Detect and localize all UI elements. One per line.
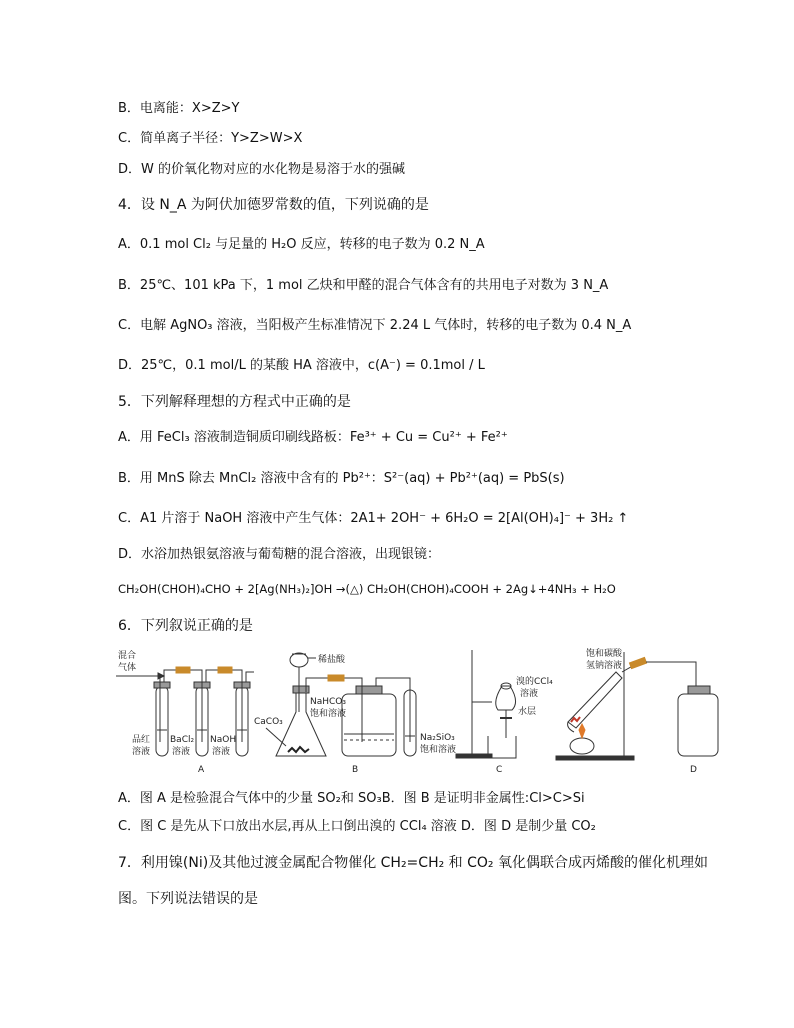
- q6-options-ab: A．图 A 是检验混合气体中的少量 SO₂和 SO₃B．图 B 是证明非金属性:Cl>C>Si: [118, 791, 585, 806]
- q6-options-cd: C．图 C 是先从下口放出水层,再从上口倒出溴的 CCl₄ 溶液 D．图 D 是制少量 CO₂: [118, 819, 596, 834]
- fig-b-solid-label: CaCO₃: [254, 717, 283, 727]
- q4-option-d: D．25℃，0.1 mol/L 的某酸 HA 溶液中，c(A⁻) = 0.1mol / L: [118, 358, 485, 373]
- q4-option-c: C．电解 AgNO₃ 溶液，当阳极产生标准情况下 2.24 L 气体时，转移的电子数为 0.4 N_A: [118, 318, 632, 333]
- q4-option-b: B．25℃、101 kPa 下，1 mol 乙炔和甲醛的混合气体含有的共用电子对数为 3 N_A: [118, 278, 609, 293]
- q5-option-d-equation: CH₂OH(CHOH)₄CHO + 2[Ag(NH₃)₂]OH →(△) CH₂OH(CHOH)₄COOH + 2Ag↓+4NH₃ + H₂O: [118, 582, 616, 596]
- fig-a-tube1-label-1: 品红: [132, 735, 151, 745]
- fig-a-tube1-label-2: 溶液: [132, 747, 151, 757]
- fig-a-caption: A: [198, 765, 205, 775]
- q5-option-a: A．用 FeCl₃ 溶液制造铜质印刷线路板：Fe³⁺ + Cu = Cu²⁺ + Fe²⁺: [118, 430, 508, 445]
- q5-option-d: D．水浴加热银氨溶液与葡萄糖的混合溶液，出现银镜：: [118, 547, 441, 562]
- fig-a-gas-label-1: 混合: [118, 651, 137, 661]
- q3-option-d: D．W 的价氧化物对应的水化物是易溶于水的强碱: [118, 162, 405, 177]
- q5-option-c: C．A1 片溶于 NaOH 溶液中产生气体：2A1+ 2OH⁻ + 6H₂O = 2[Al(OH)₄]⁻ + 3H₂ ↑: [118, 511, 629, 526]
- fig-a-tube3-label-2: 溶液: [212, 747, 231, 757]
- fig-c-label-2: 溶液: [520, 689, 539, 699]
- fig-b-wash-label-1: NaHCO₃: [310, 697, 346, 707]
- fig-b-wash-label-2: 饱和溶液: [310, 709, 347, 719]
- q3-option-c: C．简单离子半径：Y>Z>W>X: [118, 131, 303, 146]
- fig-a-tube2-label-1: BaCl₂: [170, 735, 195, 745]
- q6-apparatus-figure: [116, 642, 720, 776]
- q6-stem: 6．下列叙说正确的是: [118, 618, 253, 634]
- fig-a-gas-label-2: 气体: [118, 663, 137, 673]
- fig-c-caption: C: [496, 765, 503, 775]
- q4-option-a: A．0.1 mol Cl₂ 与足量的 H₂O 反应，转移的电子数为 0.2 N_A: [118, 237, 485, 252]
- fig-d-label-1: 饱和碳酸: [586, 649, 623, 659]
- fig-b-caption: B: [352, 765, 359, 775]
- q7-stem-line-2: 图。下列说法错误的是: [118, 891, 258, 907]
- fig-a-tube2-label-2: 溶液: [172, 747, 191, 757]
- q4-stem: 4．设 N_A 为阿伏加德罗常数的值，下列说确的是: [118, 197, 429, 213]
- fig-a-tube3-label-1: NaOH: [210, 735, 237, 745]
- q5-option-b: B．用 MnS 除去 MnCl₂ 溶液中含有的 Pb²⁺：S²⁻(aq) + Pb²⁺(aq) = PbS(s): [118, 471, 565, 486]
- q5-stem: 5．下列解释理想的方程式中正确的是: [118, 394, 351, 410]
- q7-stem-line-1: 7．利用镍(Ni)及其他过渡金属配合物催化 CH₂=CH₂ 和 CO₂ 氧化偶联合成丙烯酸的催化机理如: [118, 855, 708, 871]
- fig-c-label-3: 水层: [518, 707, 537, 717]
- fig-b-silicate-label-2: 饱和溶液: [420, 745, 457, 755]
- fig-d-label-2: 氢钠溶液: [586, 661, 623, 671]
- fig-d-caption: D: [690, 765, 697, 775]
- fig-b-acid-label: 稀盐酸: [318, 655, 346, 665]
- q3-option-b: B．电离能：X>Z>Y: [118, 101, 240, 116]
- fig-c-label-1: 溴的CCl₄: [516, 677, 553, 687]
- fig-b-silicate-label-1: Na₂SiO₃: [420, 733, 455, 743]
